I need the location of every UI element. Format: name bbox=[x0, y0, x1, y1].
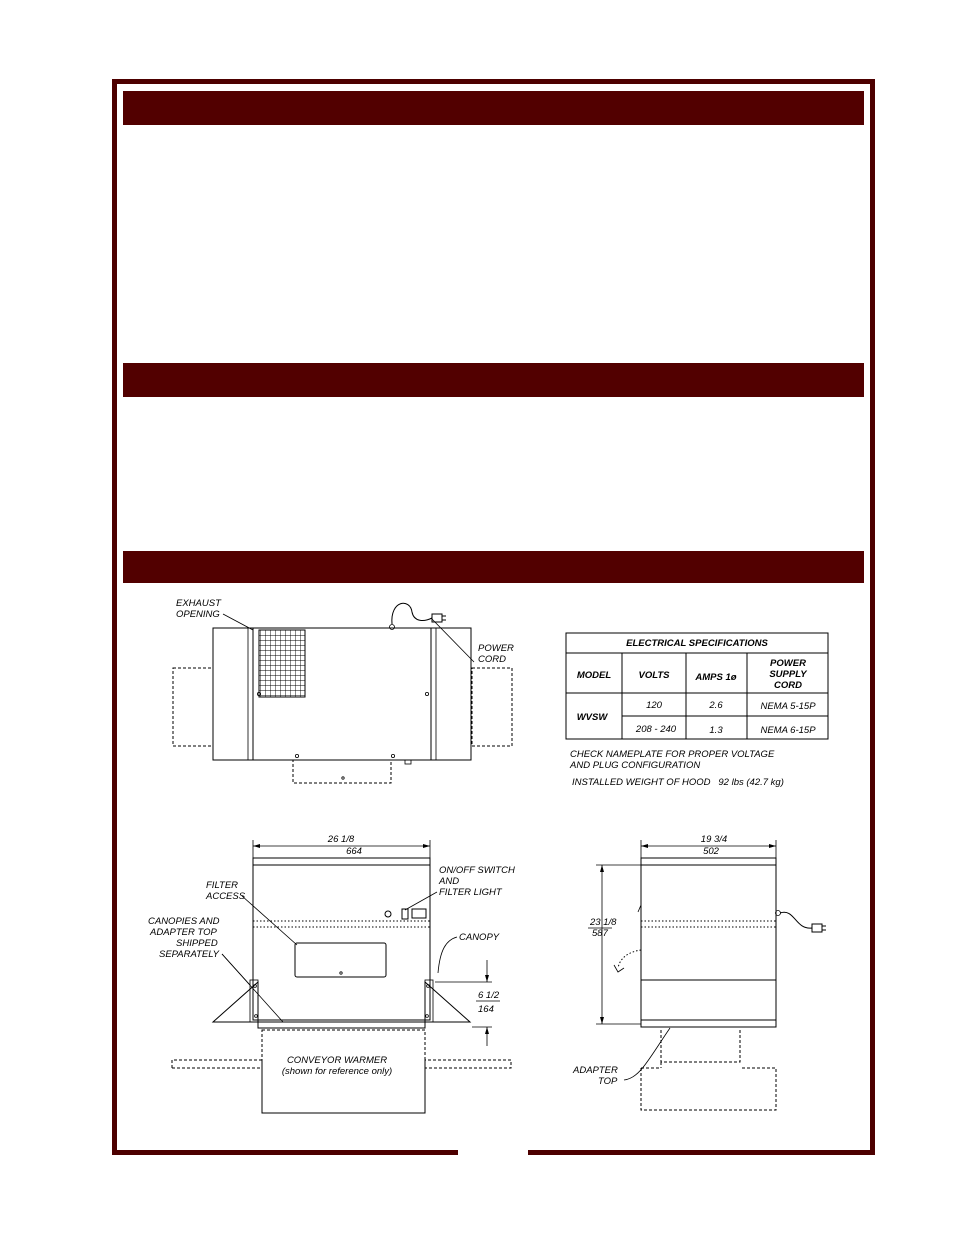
adapter-top-label-2: TOP bbox=[598, 1076, 618, 1087]
header-cord-3: CORD bbox=[774, 680, 802, 691]
side-depth-mm: 502 bbox=[703, 846, 719, 857]
filter-access-label-2: ACCESS bbox=[206, 891, 246, 902]
exhaust-opening-label-1: EXHAUST bbox=[176, 598, 221, 609]
header-volts: VOLTS bbox=[638, 670, 670, 681]
electrical-spec-table bbox=[566, 633, 828, 788]
filter-access-label-1: FILTER bbox=[206, 880, 239, 891]
canopy-height-mm: 164 bbox=[478, 1004, 494, 1015]
header-amps: AMPS 1ø bbox=[695, 672, 737, 683]
row1-cord: NEMA 5-15P bbox=[760, 701, 816, 712]
side-height-inches: 23 1/8 bbox=[590, 917, 617, 928]
side-depth-inches: 19 3/4 bbox=[700, 834, 728, 845]
row2-amps: 1.3 bbox=[709, 725, 723, 736]
exhaust-grille bbox=[259, 630, 305, 697]
canopies-label-3: SHIPPED bbox=[176, 938, 218, 949]
header-model: MODEL bbox=[576, 670, 612, 681]
installed-weight-note: INSTALLED WEIGHT OF HOOD 92 lbs (42.7 kg) bbox=[572, 777, 784, 788]
row1-volts: 120 bbox=[646, 700, 662, 711]
nameplate-note-1: CHECK NAMEPLATE FOR PROPER VOLTAGE bbox=[570, 749, 775, 760]
row2-cord: NEMA 6-15P bbox=[760, 725, 816, 736]
power-cord-icon bbox=[392, 603, 432, 624]
switch-label-3: FILTER LIGHT bbox=[439, 887, 502, 898]
canopies-label-4: SEPARATELY bbox=[159, 949, 220, 960]
side-power-cord-icon bbox=[780, 912, 812, 928]
canopy-height-inches: 6 1/2 bbox=[478, 990, 500, 1001]
row1-amps: 2.6 bbox=[709, 700, 723, 711]
table-title: ELECTRICAL SPECIFICATIONS bbox=[626, 638, 768, 649]
header-cord-2: SUPPLY bbox=[769, 669, 807, 680]
canopies-label-1: CANOPIES AND bbox=[148, 916, 220, 927]
side-height-mm: 587 bbox=[592, 928, 608, 939]
power-cord-label-2: CORD bbox=[478, 654, 506, 665]
front-view bbox=[148, 834, 515, 1113]
nameplate-note-2: AND PLUG CONFIGURATION bbox=[570, 760, 701, 771]
row2-volts: 208 - 240 bbox=[635, 724, 677, 735]
on-off-switch-icon bbox=[402, 909, 408, 919]
exhaust-opening-label-2: OPENING bbox=[176, 609, 220, 620]
front-width-mm: 664 bbox=[346, 846, 362, 857]
power-cord-label-1: POWER bbox=[478, 643, 514, 654]
canopy-label: CANOPY bbox=[459, 932, 500, 943]
conveyor-warmer-note: (shown for reference only) bbox=[281, 1066, 393, 1077]
switch-label-2: AND bbox=[439, 876, 460, 887]
adapter-top-label-1: ADAPTER bbox=[573, 1065, 618, 1076]
front-width-inches: 26 1/8 bbox=[327, 834, 355, 845]
header-cord-1: POWER bbox=[770, 658, 806, 669]
switch-label-1: ON/OFF SWITCH bbox=[439, 865, 515, 876]
canopies-label-2: ADAPTER TOP bbox=[150, 927, 217, 938]
side-view bbox=[572, 834, 826, 1110]
filter-light-icon bbox=[385, 911, 391, 917]
model-cell: WVSW bbox=[576, 712, 608, 723]
conveyor-warmer-label: CONVEYOR WARMER bbox=[286, 1055, 388, 1066]
top-view bbox=[173, 598, 514, 783]
